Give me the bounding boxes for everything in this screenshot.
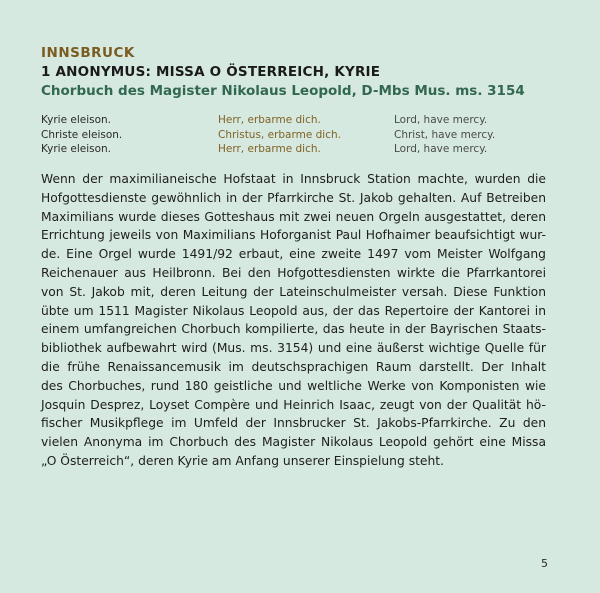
body-line: Errichtung jeweils von Maximilians Hoforganist Paul Hofhaimer beaufsichtigt wur- — [41, 228, 546, 243]
work-title: 1 ANONYMUS: MISSA O ÖSTERREICH, KYRIE — [41, 64, 381, 80]
lyric-english: Lord, have mercy. — [394, 114, 488, 126]
lyric-english: Christ, have mercy. — [394, 128, 496, 141]
body-line: die frühe Renaissancemusik im deutschsprachigen Raum darstellt. Der Inhalt — [41, 359, 546, 374]
lyric-latin: Christe eleison. — [41, 128, 123, 141]
body-line: „O Österreich“, deren Kyrie am Anfang unserer Einspielung steht. — [41, 453, 445, 468]
lyric-row — [41, 113, 561, 128]
body-line: vielen Anonyma im Chorbuch des Magister Nikolaus Leopold gehört eine Missa — [41, 435, 546, 450]
body-line: bibliothek aufbewahrt wird (Mus. ms. 3154) und eine äußerst wichtige Quelle für — [41, 341, 546, 356]
body-line: einem umfangreichen Chorbuch kompilierte, das heute in der Bayrischen Staats- — [41, 322, 546, 337]
lyric-row — [41, 142, 561, 157]
body-line: Wenn der maximilianeische Hofstaat in Innsbruck Station machte, wurden die — [41, 172, 546, 186]
lyric-english: Lord, have mercy. — [394, 143, 488, 155]
body-line: Josquin Desprez, Loyset Compère und Heinrich Isaac, zeugt von der Qualität hö- — [41, 397, 546, 412]
body-line: Hofgottesdienste gewöhnlich in der Pfarrkirche St. Jakob gehalten. Auf Betreiben — [41, 190, 546, 205]
lyric-latin: Kyrie eleison. — [41, 114, 112, 126]
lyric-german: Christus, erbarme dich. — [218, 128, 341, 141]
body-line: Reichenauer aus Heilbronn. Bei den Hofgottesdiensten wirkte die Pfarrkantorei — [41, 265, 546, 280]
body-line: übte um 1511 Magister Nikolaus Leopold aus, der das Repertoire der Kantorei in — [41, 303, 546, 318]
lyrics-table — [41, 113, 561, 157]
body-line: Maximilians wurde dieses Gotteshaus mit zwei neuen Orgeln ausgestattet, deren — [41, 209, 546, 224]
page-number: 5 — [541, 557, 548, 570]
body-line: des Chorbuches, rund 180 geistliche und weltliche Werke von Komponisten wie — [41, 378, 546, 393]
lyric-latin: Kyrie eleison. — [41, 143, 112, 155]
body-line: von St. Jakob mit, deren Leitung der Lateinschulmeister versah. Diese Funktion — [41, 284, 546, 299]
source-line: Chorbuch des Magister Nikolaus Leopold, D-Mbs Mus. ms. 3154 — [41, 83, 525, 99]
lyric-german: Herr, erbarme dich. — [218, 114, 321, 126]
body-line: fischer Musikpflege im Umfeld der Innsbrucker St. Jakobs-Pfarrkirche. Zu den — [41, 416, 546, 431]
section-heading: INNSBRUCK — [41, 45, 135, 61]
body-paragraph — [41, 170, 546, 471]
lyric-row — [41, 128, 561, 143]
body-line: de. Eine Orgel wurde 1491/92 erbaut, eine zweite 1497 vom Meister Wolfgang — [41, 247, 546, 262]
lyric-german: Herr, erbarme dich. — [218, 143, 321, 155]
